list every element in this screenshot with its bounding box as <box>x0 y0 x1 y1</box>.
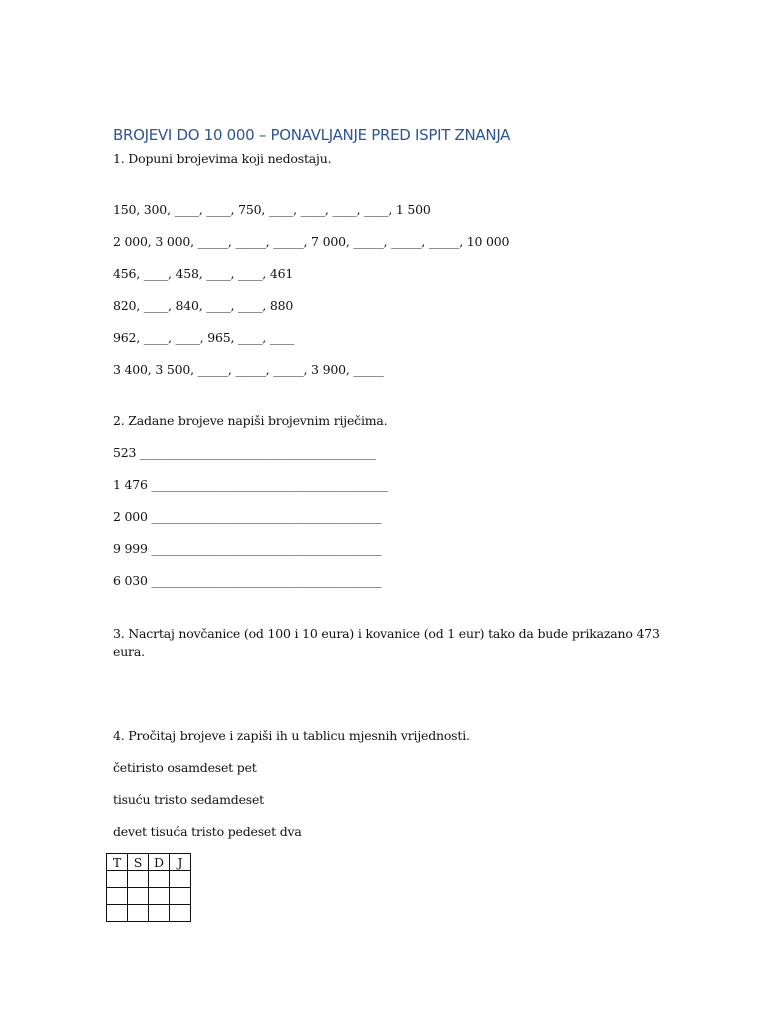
task1-row: 150, 300, ____, ____, 750, ____, ____, ____, ____, 1 500 <box>113 202 431 217</box>
worksheet-title: BROJEVI DO 10 000 – PONAVLJANJE PRED ISPIT ZNANJA <box>113 126 511 144</box>
task2-row: 2 000 ______________________________________ <box>113 509 382 524</box>
place-value-header-row <box>107 854 191 871</box>
place-value-row <box>107 871 191 888</box>
header-ones: J <box>170 854 191 871</box>
task2-row: 523 _______________________________________ <box>113 445 376 460</box>
task3-prompt-line1: 3. Nacrtaj novčanice (od 100 i 10 eura) i kovanice (od 1 eur) tako da bude prikazano 473 <box>113 626 660 641</box>
place-value-cell[interactable] <box>149 905 170 922</box>
place-value-row <box>107 888 191 905</box>
task1-row: 2 000, 3 000, _____, _____, _____, 7 000, _____, _____, _____, 10 000 <box>113 234 510 249</box>
task4-number-words: devet tisuća tristo pedeset dva <box>113 824 302 839</box>
header-hundreds: S <box>128 854 149 871</box>
header-tens: D <box>149 854 170 871</box>
task1-row: 456, ____, 458, ____, ____, 461 <box>113 266 294 281</box>
task2-row: 9 999 ______________________________________ <box>113 541 382 556</box>
place-value-cell[interactable] <box>107 905 128 922</box>
place-value-cell[interactable] <box>107 871 128 888</box>
place-value-cell[interactable] <box>149 871 170 888</box>
task2-row: 1 476 _______________________________________ <box>113 477 388 492</box>
header-thousands: T <box>107 854 128 871</box>
place-value-cell[interactable] <box>128 905 149 922</box>
place-value-cell[interactable] <box>128 888 149 905</box>
task2-row: 6 030 ______________________________________ <box>113 573 382 588</box>
place-value-cell[interactable] <box>128 871 149 888</box>
place-value-cell[interactable] <box>170 905 191 922</box>
task4-number-words: tisuću tristo sedamdeset <box>113 792 264 807</box>
task1-row: 820, ____, 840, ____, ____, 880 <box>113 298 294 313</box>
task4-number-words: četiristo osamdeset pet <box>113 760 257 775</box>
place-value-cell[interactable] <box>149 888 170 905</box>
place-value-cell[interactable] <box>170 871 191 888</box>
task1-row: 962, ____, ____, 965, ____, ____ <box>113 330 295 345</box>
place-value-cell[interactable] <box>170 888 191 905</box>
place-value-table <box>106 853 191 922</box>
place-value-cell[interactable] <box>107 888 128 905</box>
task1-row: 3 400, 3 500, _____, _____, _____, 3 900, _____ <box>113 362 384 377</box>
worksheet-page <box>113 0 733 1024</box>
task3-prompt-line2: eura. <box>113 644 145 659</box>
task2-prompt: 2. Zadane brojeve napiši brojevnim riječima. <box>113 413 388 428</box>
task1-prompt: 1. Dopuni brojevima koji nedostaju. <box>113 151 332 166</box>
place-value-row <box>107 905 191 922</box>
task4-prompt: 4. Pročitaj brojeve i zapiši ih u tablicu mjesnih vrijednosti. <box>113 728 470 743</box>
